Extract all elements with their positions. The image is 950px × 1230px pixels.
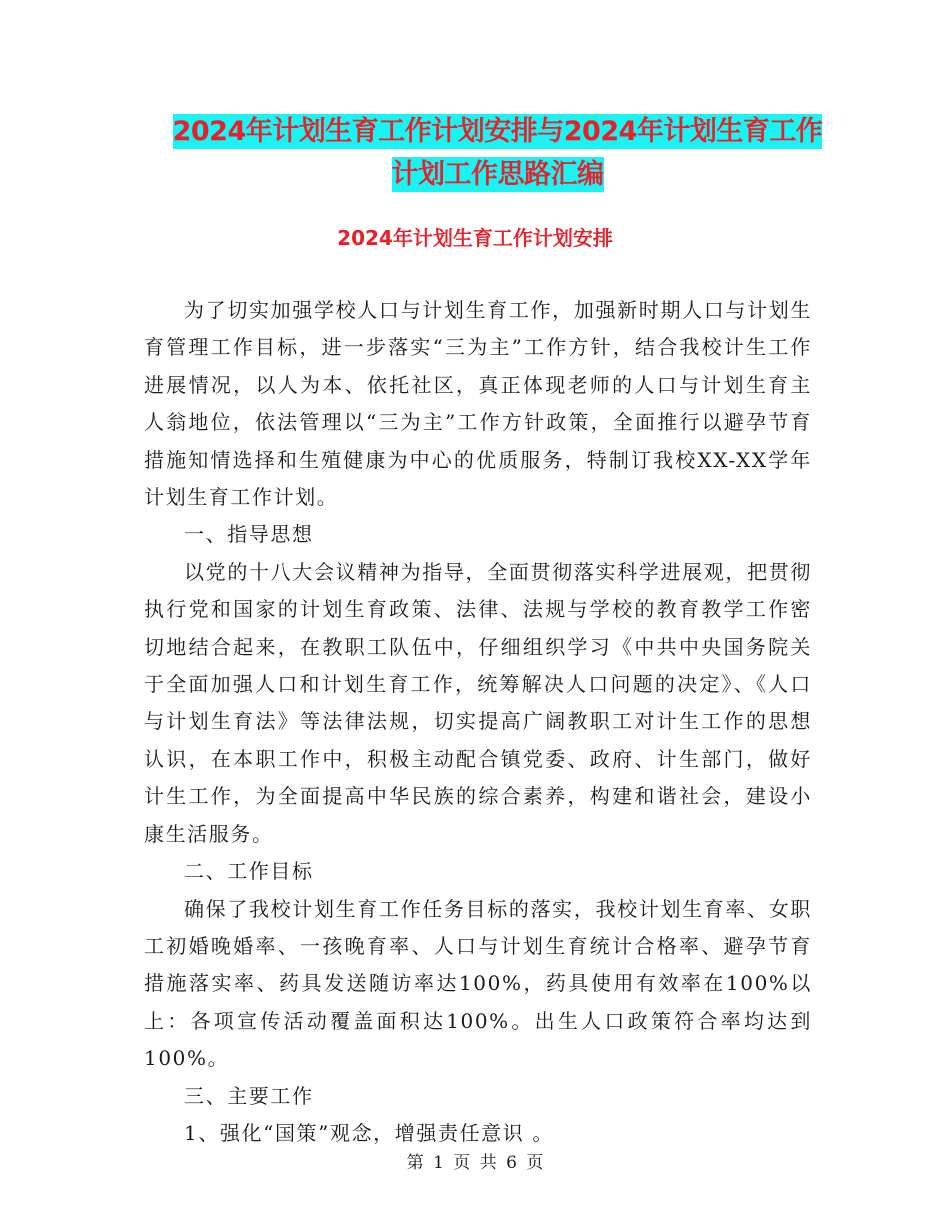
paragraph-guiding-thought: 以党的十八大会议精神为指导，全面贯彻落实科学进展观，把贯彻执行党和国家的计划生育政策、法律、法规与学校的教育教学工作密切地结合起来，在教职工队伍中，仔细组织学习《中共中央国务院关于全面加强人口和计划生育工作，统筹解决人口问题的决定》、《人口与计划生育法》等法律法规，切实提高广阔教职工对计生工作的思想认识，在本职工作中，积极主动配合镇党委、政府、计生部门，做好计生工作，为全面提高中华民族的综合素养，构建和谐社会，建设小康生活服务。: [144, 559, 812, 846]
title-highlight-1: 2024年计划生育工作计划安排与2024年计划生育工作: [172, 116, 823, 147]
section-title: 2024年计划生育工作计划安排: [337, 226, 613, 250]
heading-guiding-thought: 一、指导思想: [184, 522, 314, 547]
paragraph-work-goals: 确保了我校计划生育工作任务目标的落实，我校计划生育率、女职工初婚晚婚率、一孩晚育率、人口与计划生育统计合格率、避孕节育措施落实率、药具发送随访率达100%，药具使用有效率在100%以上：各项宣传活动覆盖面积达100%。出生人口政策符合率均达到100%。: [144, 896, 812, 1071]
page-footer: 第 1 页 共 6 页: [406, 1153, 544, 1173]
document-title-line-2: [140, 150, 855, 200]
heading-work-goals: 二、工作目标: [184, 859, 314, 884]
document-body: [144, 292, 812, 1152]
heading-main-work: 三、主要工作: [184, 1083, 314, 1108]
title-highlight-2: 计划工作思路汇编: [391, 159, 604, 190]
paragraph-main-work-item-1: 1、强化“国策”观念，增强责任意识 。: [184, 1120, 554, 1145]
paragraph-intro: 为了切实加强学校人口与计划生育工作，加强新时期人口与计划生育管理工作目标，进一步落实“三为主”工作方针，结合我校计生工作进展情况，以人为本、依托社区，真正体现老师的人口与计划生育主人翁地位，依法管理以“三为主”工作方针政策，全面推行以避孕节育措施知情选择和生殖健康为中心的优质服务，特制订我校XX-XX学年计划生育工作计划。: [144, 298, 812, 510]
